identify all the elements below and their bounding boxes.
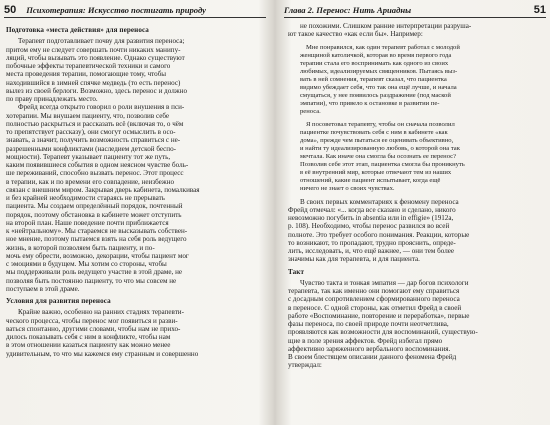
text-line: утверждал: (288, 361, 322, 370)
section-heading-conditions: Условия для развития переноса (6, 297, 111, 305)
paragraph-tact (288, 279, 544, 370)
text-line: жизнь, в которой позволяем быть пациенту, и по- (6, 243, 155, 252)
text-line: то препятствует рассказу), они смогут осмыслить в осо- (6, 128, 176, 136)
text-line: дилось показывать себя с ним в конфликте, чтобы нам (6, 333, 171, 341)
quote-block-2 (288, 121, 544, 193)
text-line: позволяя быть постоянно пациенту, то что мы совсем не (6, 276, 177, 285)
text-line: значимы как для терапевта, и для пациента. (288, 255, 420, 264)
text-line: притом ему не следует совершать почти никаких манипу- (6, 45, 181, 54)
text-line: работе «Воспоминание, повторение и переработка», первые (288, 311, 470, 320)
text-line: полноте. Это требует особого понимания. Реакции, которые (288, 230, 470, 239)
text-line: проявляются как возможности для воспоминаний, существую- (288, 328, 478, 337)
text-line: терапевта, так как именно они помогают ему справиться (288, 287, 460, 295)
text-line: места проведения терапии, помогающие тому, чтобы (6, 70, 167, 79)
text-line: Терапевт подготавливает почву для развития переноса; (18, 37, 185, 46)
text-line: терапии стала его воспринимать как одного из своих (300, 59, 449, 67)
text-line: эмпатии), что привело к остановке в развитии пе- (300, 99, 440, 107)
text-line: видимо убеждает себя, что так она ещё лучше, и начала (300, 83, 457, 91)
text-line: дома», прежде чем пытаться ее оценивать объективно, (300, 136, 454, 144)
text-line: пациентке почувствовать себя с ним в кабинете «как (300, 128, 448, 136)
text-line: с эмоциями в будущем. Мы хотим со стороны, чтобы (6, 260, 167, 268)
text-line: р. 108). Необходимо, чтобы перенос развился во всей (288, 222, 450, 231)
text-line: ют такое качество «как если бы». Например: (288, 30, 423, 39)
text-line: то возникают, то пропадают, трудно прояснить, опреде- (288, 238, 456, 247)
text-line: ляций, чтобы вызывать это появление. Однако существуют (6, 53, 185, 62)
text-line: ное мнение, поэтому пытаемся взять на себя роль ведущего (6, 235, 187, 244)
section-heading-stage: Подготовка «места действия» для переноса (6, 26, 149, 34)
text-line: полностью раскрыться и рассказать всё (включая то, о чём (6, 119, 184, 128)
right-running-head: Глава 2. Перенос: Нить Ариадны (284, 5, 412, 15)
text-line: смущаться, у нее появилось раздражение (под маской (300, 91, 451, 99)
text-line: каким появившиеся события в одном неясном чувстве боль- (6, 161, 189, 169)
text-line: с досадным сопротивлением сформированного переноса (288, 295, 460, 304)
paragraph-freud-comment (288, 198, 544, 264)
left-running-head: Психотерапия: Искусство постигать природу (26, 5, 206, 15)
text-line: порядок, поэтому обстановка в кабинете может отступить (6, 210, 182, 219)
text-line: на второй план. Наше поведение почти приближается (6, 218, 169, 227)
text-line: вылез из своей берлоги. Возможно, здесь перенос и должно (6, 86, 187, 95)
text-line: мы поддерживали роль ведущего участие в этой драме, не (6, 268, 183, 277)
text-line: фазы переноса, по своей природе почти неотчетлива, (288, 320, 449, 328)
text-line: хотерапии. Мы внушаем пациенту, что, позволив себе (6, 111, 170, 120)
text-line: по праву принадлежать место. (6, 95, 98, 103)
left-page-body (6, 22, 264, 358)
text-line: Фрейд всегда открыто говорил о роли внушения в пси- (18, 103, 185, 112)
text-line: мощности). Терапевт указывает пациенту тот же путь, (6, 152, 171, 161)
text-line: Крайне важно, особенно на ранних стадиях терапевти- (18, 308, 184, 317)
text-line: Чувство такта и тонкая эмпатия — дар богов психологи (300, 278, 469, 287)
text-line: женщиной католичкой, которая во время первого года (300, 51, 452, 59)
text-line: к «нейтральному». Мы стараемся не высказывать собствен- (6, 227, 188, 235)
text-line: пациента. Мы создаем определённый порядок, почтенный (6, 202, 183, 211)
text-line: Позволив себе этот этап, пациентка смогла бы проникнуть (300, 160, 465, 168)
text-line: ческого процесса, чтобы перенос мог появиться и разви- (6, 316, 178, 325)
left-page-header (4, 3, 266, 18)
text-line: вать в ней сомнения, терапевт сказал, что пациентка (300, 75, 447, 83)
paragraph-stage (6, 37, 264, 103)
text-line: Мне понравился, как один терапевт работал с молодой (306, 43, 460, 51)
text-line: В своем блестящем описании данного феномена Фрейд (288, 353, 457, 361)
text-line: ше переживаний, способно вызвать перенос. Этот процесс (6, 169, 184, 178)
text-line: удивительным, то что мы кажемся ему странным и совершенно (6, 349, 199, 358)
text-line: щие в поле зрения аффектов. Фрейд избегал прямо (288, 336, 443, 345)
right-page-header (284, 3, 546, 18)
text-line: мочь ему обрести, возможно, декорации, чтобы пациент мог (6, 251, 189, 260)
text-line: любимых, идеализируемых священников. Пытаясь выз- (300, 67, 458, 75)
text-line: ничего не знает о своих чувствах. (300, 184, 395, 192)
text-line: находившийся в зимней спячке медведь (то есть перенос) (6, 78, 181, 87)
text-line: знавать, а значит, получить возможность справиться с не- (6, 136, 181, 145)
text-line: лить, исследовать, и, что ещё важнее, — они тем более (288, 247, 455, 255)
left-page-number: 50 (4, 4, 17, 16)
text-line: разрешенными конфликтами (наследием детской беспо- (6, 144, 177, 153)
text-line: реноса. (300, 107, 321, 115)
text-line: Фрейд отмечал: «... когда все сказано и сделано, никого (288, 205, 456, 214)
text-line: и без крайней необходимости стараясь не прерывать (6, 194, 165, 202)
text-line: и найти ту идеализированную любовь, о которой она так (300, 144, 460, 152)
text-line: в её внутренний мир, которые отвечают тем из наших (300, 168, 452, 176)
text-line: В своих первых комментариях к феномену переноса (300, 197, 459, 206)
right-page-body (288, 22, 544, 370)
quote-block-1 (288, 44, 544, 116)
text-line: в переносе. С одной стороны, как отметил Фрейд в своей (288, 303, 462, 312)
right-page-number: 51 (533, 4, 546, 16)
paragraph-intro (288, 22, 544, 39)
section-heading-tact: Такт (288, 267, 305, 276)
paragraph-conditions (6, 308, 264, 358)
text-line: не похожими. Слишком ранние интерпретации разруша- (300, 22, 472, 30)
right-page (278, 0, 550, 425)
text-line: в этом отношении казаться пациенту как можно менее (6, 341, 171, 350)
paragraph-suggestion (6, 103, 264, 293)
text-line: в терапии, как и по времени его совпадение, неизбежно (6, 177, 175, 186)
text-line: поступаем в этой драме. (6, 284, 80, 293)
text-line: связан с внешним миром. Закрывая дверь кабинета, помалкивая (6, 185, 200, 194)
text-line: Я посоветовал терапевту, чтобы он сначала позволил (306, 120, 455, 128)
text-line: невозможно погубить in absentia или in effigie» (1912а, (288, 214, 454, 222)
left-page (0, 0, 272, 425)
text-line: ваться спонтанно, другими словами, чтобы нам не прихо- (6, 324, 181, 333)
text-line: мечтала. Как иначе она смогла бы осознать ее перенос? (300, 152, 457, 160)
text-line: отношений, какие пациент испытывает, когда ещё (300, 176, 441, 184)
text-line: побочные эффекты терапевтической техники и самого (6, 62, 171, 70)
text-line: аффективно заряженного вербального воспоминания. (288, 344, 451, 353)
